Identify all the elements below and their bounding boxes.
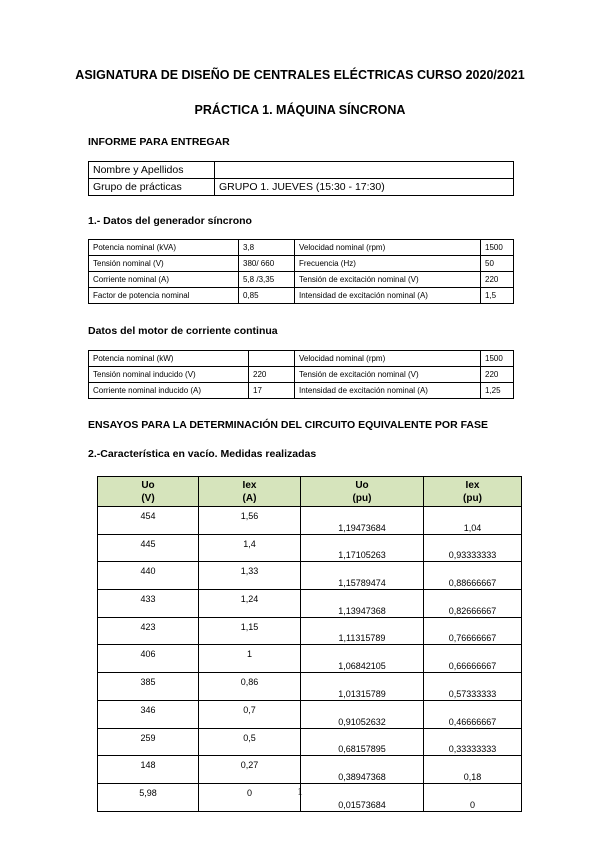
table-cell: 385 xyxy=(98,673,199,701)
table-cell: 1,56 xyxy=(199,507,301,535)
table-row xyxy=(89,162,514,179)
table-row xyxy=(89,288,514,304)
name-label: Nombre y Apellidos xyxy=(89,162,215,179)
table-cell: 0,27 xyxy=(199,756,301,784)
no-load-measurements-table xyxy=(97,476,522,812)
table-cell: 0,5 xyxy=(199,728,301,756)
table-cell: 454 xyxy=(98,507,199,535)
name-value xyxy=(215,162,514,179)
table-row xyxy=(98,590,522,618)
practice-title: PRÁCTICA 1. MÁQUINA SÍNCRONA xyxy=(194,103,406,117)
table-row xyxy=(98,645,522,673)
table-cell: 1,24 xyxy=(199,590,301,618)
cell-label: Corriente nominal inducido (A) xyxy=(89,383,249,399)
cell-value xyxy=(249,351,295,367)
generator-data-table xyxy=(88,239,514,304)
table-cell: 1,15 xyxy=(199,617,301,645)
cell-label: Velocidad nominal (rpm) xyxy=(295,351,481,367)
table-cell: 0 xyxy=(199,783,301,811)
table-cell: 0,93333333 xyxy=(424,534,522,562)
cell-value: 5,8 /3,35 xyxy=(239,272,295,288)
table-row xyxy=(98,617,522,645)
column-header: Uo (pu) xyxy=(301,477,424,507)
table-row xyxy=(89,367,514,383)
table-cell: 433 xyxy=(98,590,199,618)
table-cell: 0,86 xyxy=(199,673,301,701)
cell-value: 17 xyxy=(249,383,295,399)
informe-heading: INFORME PARA ENTREGAR xyxy=(88,136,230,148)
table-row xyxy=(89,240,514,256)
cell-value: 380/ 660 xyxy=(239,256,295,272)
table-cell: 0,46666667 xyxy=(424,700,522,728)
table-cell: 346 xyxy=(98,700,199,728)
group-value: GRUPO 1. JUEVES (15:30 - 17:30) xyxy=(215,179,514,196)
table-row xyxy=(89,256,514,272)
table-cell: 0,66666667 xyxy=(424,645,522,673)
table-row xyxy=(98,673,522,701)
table-cell: 1,4 xyxy=(199,534,301,562)
cell-value: 1500 xyxy=(481,240,514,256)
cell-value: 1,25 xyxy=(481,383,514,399)
table-cell: 406 xyxy=(98,645,199,673)
table-cell: 0,01573684 xyxy=(301,783,424,811)
table-cell: 0,82666667 xyxy=(424,590,522,618)
cell-label: Intensidad de excitación nominal (A) xyxy=(295,383,481,399)
table-row xyxy=(98,534,522,562)
cell-value: 1500 xyxy=(481,351,514,367)
table-row xyxy=(89,272,514,288)
cell-label: Tensión nominal (V) xyxy=(89,256,239,272)
table-cell: 259 xyxy=(98,728,199,756)
table-cell: 5,98 xyxy=(98,783,199,811)
cell-value: 220 xyxy=(481,272,514,288)
table-cell: 1,33 xyxy=(199,562,301,590)
document-title: ASIGNATURA DE DISEÑO DE CENTRALES ELÉCTRICAS CURSO 2020/2021 xyxy=(75,68,525,82)
table-row xyxy=(89,351,514,367)
table-cell: 0,88666667 xyxy=(424,562,522,590)
table-cell: 1,01315789 xyxy=(301,673,424,701)
vacio-heading: 2.-Característica en vacío. Medidas realizadas xyxy=(88,448,317,460)
cell-value: 3,8 xyxy=(239,240,295,256)
column-header: Iex (pu) xyxy=(424,477,522,507)
cell-value: 220 xyxy=(481,367,514,383)
table-cell: 1,17105263 xyxy=(301,534,424,562)
cell-value: 220 xyxy=(249,367,295,383)
table-cell: 0,68157895 xyxy=(301,728,424,756)
cell-label: Tensión de excitación nominal (V) xyxy=(295,367,481,383)
table-cell: 1,11315789 xyxy=(301,617,424,645)
table-cell: 0,33333333 xyxy=(424,728,522,756)
motor-data-table xyxy=(88,350,514,399)
table-header-row xyxy=(98,477,522,507)
table-row xyxy=(98,507,522,535)
cell-label: Factor de potencia nominal xyxy=(89,288,239,304)
page-number: 1 xyxy=(297,786,303,798)
cell-label: Intensidad de excitación nominal (A) xyxy=(295,288,481,304)
cell-value: 50 xyxy=(481,256,514,272)
table-cell: 0,18 xyxy=(424,756,522,784)
generator-heading: 1.- Datos del generador síncrono xyxy=(88,215,252,227)
table-row xyxy=(98,756,522,784)
motor-heading: Datos del motor de corriente continua xyxy=(88,325,278,337)
cell-label: Corriente nominal (A) xyxy=(89,272,239,288)
column-header: Iex (A) xyxy=(199,477,301,507)
cell-label: Tensión nominal inducido (V) xyxy=(89,367,249,383)
table-cell: 0,7 xyxy=(199,700,301,728)
table-cell: 0,76666667 xyxy=(424,617,522,645)
table-cell: 1,15789474 xyxy=(301,562,424,590)
cell-label: Potencia nominal (kW) xyxy=(89,351,249,367)
table-cell: 423 xyxy=(98,617,199,645)
table-cell: 0,57333333 xyxy=(424,673,522,701)
table-row xyxy=(98,728,522,756)
table-cell: 148 xyxy=(98,756,199,784)
table-cell: 0,38947368 xyxy=(301,756,424,784)
student-info-table xyxy=(88,161,514,196)
table-cell: 1 xyxy=(199,645,301,673)
cell-label: Velocidad nominal (rpm) xyxy=(295,240,481,256)
table-cell: 1,04 xyxy=(424,507,522,535)
table-row xyxy=(89,383,514,399)
cell-value: 1,5 xyxy=(481,288,514,304)
table-row xyxy=(89,179,514,196)
cell-label: Potencia nominal (kVA) xyxy=(89,240,239,256)
cell-label: Tensión de excitación nominal (V) xyxy=(295,272,481,288)
table-cell: 445 xyxy=(98,534,199,562)
table-row xyxy=(98,562,522,590)
cell-value: 0,85 xyxy=(239,288,295,304)
column-header: Uo (V) xyxy=(98,477,199,507)
table-row xyxy=(98,700,522,728)
group-label: Grupo de prácticas xyxy=(89,179,215,196)
table-cell: 1,13947368 xyxy=(301,590,424,618)
table-cell: 1,06842105 xyxy=(301,645,424,673)
ensayos-heading: ENSAYOS PARA LA DETERMINACIÓN DEL CIRCUITO EQUIVALENTE POR FASE xyxy=(88,419,489,431)
table-cell: 0 xyxy=(424,783,522,811)
table-cell: 0,91052632 xyxy=(301,700,424,728)
table-cell: 440 xyxy=(98,562,199,590)
table-cell: 1,19473684 xyxy=(301,507,424,535)
cell-label: Frecuencia (Hz) xyxy=(295,256,481,272)
